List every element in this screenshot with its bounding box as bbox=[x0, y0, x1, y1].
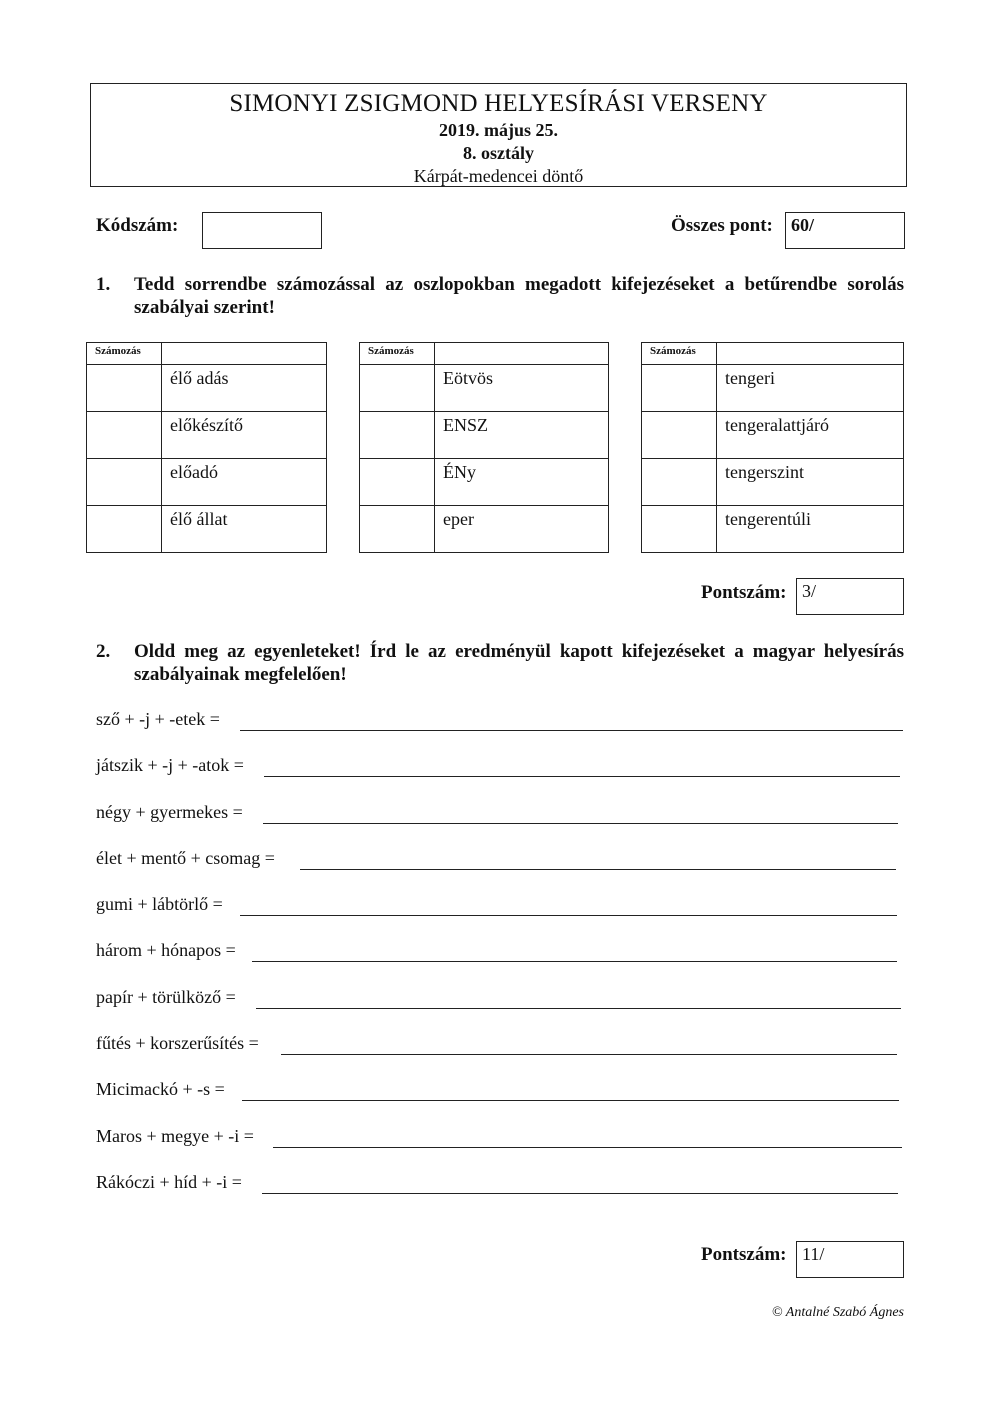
header-box bbox=[90, 83, 907, 187]
order-table-3 bbox=[641, 342, 904, 553]
equation-label: sző + -j + -etek = bbox=[96, 709, 220, 729]
equation-label: négy + gyermekes = bbox=[96, 802, 243, 822]
term-cell: Eötvös bbox=[435, 365, 609, 412]
numbering-cell[interactable] bbox=[642, 412, 717, 459]
answer-line[interactable] bbox=[273, 1147, 902, 1148]
equation-label: Micimackó + -s = bbox=[96, 1079, 225, 1099]
answer-line[interactable] bbox=[262, 1193, 898, 1194]
term-header bbox=[162, 343, 327, 365]
numbering-header: Számozás bbox=[642, 343, 717, 365]
term-cell: eper bbox=[435, 506, 609, 553]
task1-score-label: Pontszám: bbox=[701, 582, 787, 603]
order-table-1 bbox=[86, 342, 327, 553]
order-table-2 bbox=[359, 342, 609, 553]
equation-label: papír + törülköző = bbox=[96, 987, 236, 1007]
term-cell: ÉNy bbox=[435, 459, 609, 506]
answer-line[interactable] bbox=[256, 1008, 901, 1009]
contest-grade: 8. osztály bbox=[463, 143, 534, 163]
answer-line[interactable] bbox=[252, 961, 897, 962]
term-header bbox=[435, 343, 609, 365]
term-header bbox=[717, 343, 904, 365]
answer-line[interactable] bbox=[263, 823, 898, 824]
task1-number: 1. bbox=[96, 274, 111, 295]
equation-label: gumi + lábtörlő = bbox=[96, 894, 223, 914]
numbering-cell[interactable] bbox=[642, 506, 717, 553]
contest-title: SIMONYI ZSIGMOND HELYESÍRÁSI VERSENY bbox=[229, 90, 768, 117]
numbering-cell[interactable] bbox=[360, 365, 435, 412]
numbering-cell[interactable] bbox=[87, 412, 162, 459]
numbering-cell[interactable] bbox=[642, 459, 717, 506]
equation-label: Rákóczi + híd + -i = bbox=[96, 1172, 242, 1192]
equation-label: élet + mentő + csomag = bbox=[96, 848, 275, 868]
task2-score-label: Pontszám: bbox=[701, 1244, 787, 1265]
numbering-header: Számozás bbox=[360, 343, 435, 365]
task1-score-input[interactable]: 3/ bbox=[796, 578, 904, 615]
numbering-cell[interactable] bbox=[360, 459, 435, 506]
code-input[interactable] bbox=[202, 212, 322, 249]
term-cell: élő állat bbox=[162, 506, 327, 553]
contest-date: 2019. május 25. bbox=[438, 120, 558, 140]
total-score-input[interactable]: 60/ bbox=[785, 212, 905, 249]
task2-number: 2. bbox=[96, 641, 111, 662]
numbering-header: Számozás bbox=[87, 343, 162, 365]
term-cell: tengeralattjáró bbox=[717, 412, 904, 459]
answer-line[interactable] bbox=[264, 776, 900, 777]
answer-line[interactable] bbox=[281, 1054, 897, 1055]
answer-line[interactable] bbox=[240, 915, 897, 916]
term-cell: előadó bbox=[162, 459, 327, 506]
task1-text: Tedd sorrendbe számozással az oszlopokban megadott kifejezéseket a betűrendbe sorolás szabályai szerint! bbox=[134, 274, 904, 318]
equation-label: három + hónapos = bbox=[96, 940, 236, 960]
numbering-cell[interactable] bbox=[87, 506, 162, 553]
numbering-cell[interactable] bbox=[87, 365, 162, 412]
term-cell: tengeri bbox=[717, 365, 904, 412]
equation-label: játszik + -j + -atok = bbox=[96, 755, 244, 775]
task2-text: Oldd meg az egyenleteket! Írd le az eredményül kapott kifejezéseket a magyar helyesírás szabályainak megfelelően! bbox=[134, 641, 904, 685]
answer-line[interactable] bbox=[240, 730, 903, 731]
answer-line[interactable] bbox=[300, 869, 896, 870]
term-cell: tengerszint bbox=[717, 459, 904, 506]
numbering-cell[interactable] bbox=[87, 459, 162, 506]
copyright-note: © Antalné Szabó Ágnes bbox=[771, 1305, 904, 1320]
term-cell: tengerentúli bbox=[717, 506, 904, 553]
term-cell: ENSZ bbox=[435, 412, 609, 459]
numbering-cell[interactable] bbox=[360, 506, 435, 553]
total-score-label: Összes pont: bbox=[671, 215, 773, 236]
equation-label: fűtés + korszerűsítés = bbox=[96, 1033, 259, 1053]
numbering-cell[interactable] bbox=[642, 365, 717, 412]
code-label: Kódszám: bbox=[96, 215, 179, 236]
term-cell: előkészítő bbox=[162, 412, 327, 459]
equation-label: Maros + megye + -i = bbox=[96, 1126, 254, 1146]
answer-line[interactable] bbox=[242, 1100, 899, 1101]
term-cell: élő adás bbox=[162, 365, 327, 412]
task2-score-input[interactable]: 11/ bbox=[796, 1241, 904, 1278]
numbering-cell[interactable] bbox=[360, 412, 435, 459]
contest-round: Kárpát-medencei döntő bbox=[413, 166, 584, 186]
